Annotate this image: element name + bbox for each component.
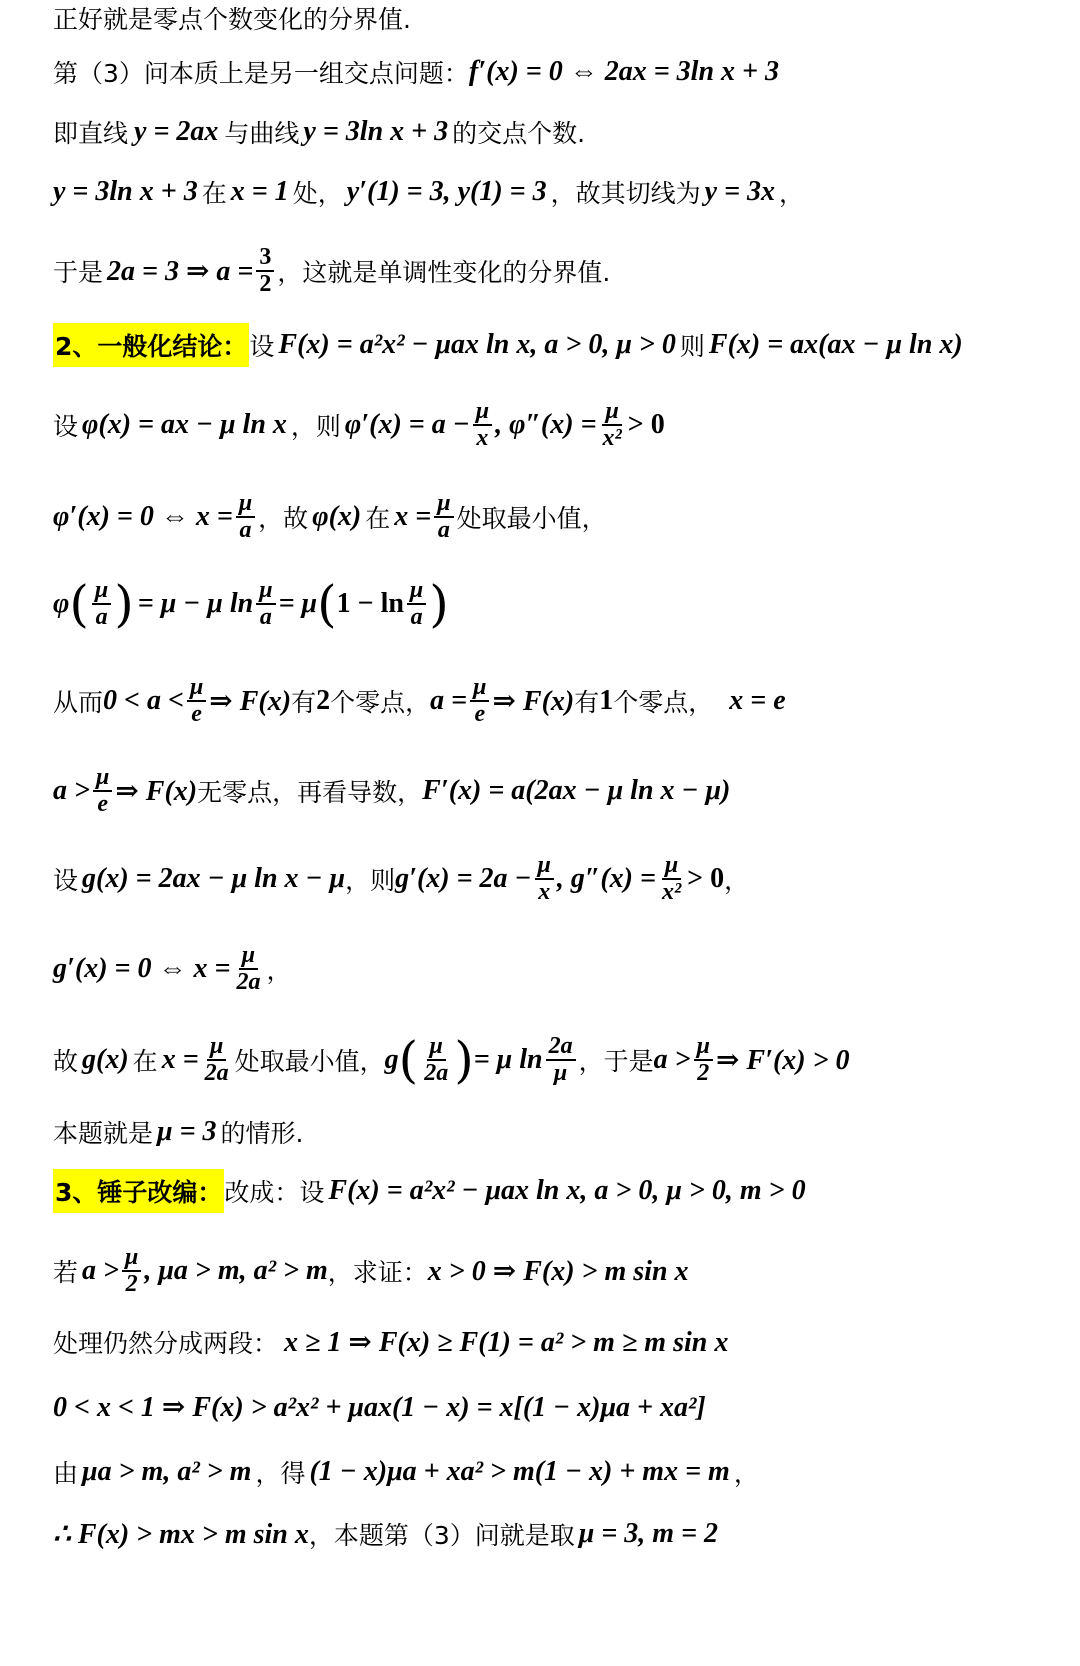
fraction-denominator: 2 — [697, 1060, 710, 1086]
math-expression: = μ ln — [473, 1044, 543, 1075]
fraction-denominator: a — [437, 517, 450, 543]
fraction — [473, 399, 492, 451]
text-segment: 在 — [365, 504, 391, 533]
math-expression: μ = 3 — [157, 1116, 217, 1147]
math-expression: x ≥ 1 ⇒ F(x) ≥ F(1) = a² > m ≥ m sin x — [284, 1327, 729, 1358]
fraction-denominator: x² — [602, 425, 622, 451]
text-segment: 若 — [53, 1258, 79, 1287]
fraction — [202, 1034, 232, 1086]
fraction-numerator: μ — [662, 853, 681, 880]
math-expression: 2a = 3 ⇒ a = — [107, 256, 254, 287]
math-expression: y = 3ln x + 3 — [53, 176, 198, 207]
text-segment: 无零点，再看导数， — [197, 778, 423, 807]
fraction — [470, 675, 489, 727]
math-expression: ⇒ F(x) — [492, 686, 575, 717]
text-segment: 则 — [679, 332, 705, 361]
math-expression: (1 − x)μa + xa² > m(1 − x) + mx = m — [309, 1456, 730, 1487]
fraction-numerator: μ — [236, 491, 255, 518]
fraction — [546, 1034, 576, 1086]
fraction — [535, 853, 554, 905]
math-expression: μ = 3, m = 2 — [578, 1518, 719, 1549]
text-segment: ， — [733, 1459, 759, 1488]
text-segment: ， — [779, 179, 805, 208]
left-paren: ( — [317, 575, 337, 633]
fraction-denominator: e — [97, 791, 108, 817]
fraction-numerator: μ — [207, 1034, 226, 1061]
math-expression: F(x) = a²x² − μax ln x, a > 0, μ > 0 — [278, 329, 676, 360]
math-expression: ∴ F(x) > mx > m sin x — [53, 1519, 309, 1550]
fraction — [600, 399, 625, 451]
fraction-denominator: μ — [553, 1060, 568, 1086]
math-expression: F′(x) = a(2ax − μ ln x − μ) — [422, 775, 731, 806]
fraction-numerator: μ — [427, 1034, 446, 1061]
text-segment: 在 — [201, 179, 227, 208]
math-expression: g′(x) = 2a − — [395, 863, 532, 894]
fraction — [256, 578, 275, 630]
fraction — [256, 245, 274, 297]
text-segment: 从而 — [53, 688, 104, 717]
math-expression: F(x) = a²x² − μax ln x, a > 0, μ > 0, m > 0 — [328, 1175, 806, 1206]
fraction-numerator: μ — [239, 943, 258, 970]
math-expression: x = — [161, 1044, 199, 1075]
math-expression: y = 2ax — [134, 116, 219, 147]
fraction-numerator: μ — [93, 765, 112, 792]
text-segment: 个零点， — [613, 688, 714, 717]
math-expression: x = — [394, 501, 432, 532]
text-segment: 处， — [292, 179, 343, 208]
fraction-denominator: x² — [661, 879, 682, 905]
text-segment: 处取最小值， — [234, 1047, 385, 1076]
text-segment: ，故 — [258, 504, 309, 533]
math-expression: a > — [82, 1255, 119, 1286]
text-line-2 — [53, 52, 1050, 92]
math-expression: x = e — [729, 685, 786, 716]
text-line-11 — [53, 758, 1050, 824]
text-segment: 个零点， — [330, 688, 431, 717]
text-line-20 — [53, 1450, 1050, 1494]
text-line-1 — [53, 0, 1050, 36]
math-expression: μa > m, a² > m — [82, 1456, 252, 1487]
fraction — [187, 675, 206, 727]
math-expression: ⇒ F(x) — [115, 776, 198, 807]
math-expression: g′(x) = 0 ⇔ x = — [53, 953, 231, 984]
math-expression: g(x) — [82, 1044, 129, 1075]
fraction-numerator: 3 — [256, 245, 274, 272]
text-segment: 第（3）问本质上是另一组交点问题： — [53, 59, 469, 88]
text-segment: 正好就是零点个数变化的分界值. — [53, 5, 411, 34]
fraction-denominator: e — [474, 701, 486, 727]
fraction — [694, 1034, 713, 1086]
math-expression: > 0 — [627, 409, 665, 440]
math-expression: 1 − ln — [336, 588, 404, 619]
text-segment: ，求证： — [327, 1258, 428, 1287]
text-line-7 — [53, 392, 1050, 458]
math-expression: , μa > m, a² > m — [144, 1255, 328, 1286]
fraction — [122, 1245, 141, 1297]
text-segment: 即直线 — [53, 119, 129, 148]
fraction-denominator: a — [239, 517, 252, 543]
math-expression: , φ″(x) = — [495, 409, 597, 440]
fraction — [659, 853, 684, 905]
fraction-denominator: x — [476, 425, 489, 451]
right-paren: ) — [429, 575, 449, 633]
math-expression: g(x) = 2ax − μ ln x − μ — [82, 863, 346, 894]
text-segment: 于是 — [53, 258, 104, 287]
text-segment: 改成：设 — [224, 1178, 325, 1207]
text-line-4 — [53, 170, 1050, 214]
text-segment: 设 — [53, 866, 79, 895]
text-segment: 的情形. — [220, 1119, 304, 1148]
math-expression: 0 < a < — [103, 685, 184, 716]
fraction-numerator: μ — [602, 399, 621, 426]
text-segment: 设 — [249, 332, 275, 361]
left-paren: ( — [398, 1031, 419, 1089]
text-line-13 — [53, 936, 1050, 1002]
fraction — [93, 765, 112, 817]
fraction — [421, 1034, 451, 1086]
fraction-numerator: μ — [535, 853, 554, 880]
fraction — [236, 491, 255, 543]
fraction-denominator: 2 — [259, 271, 272, 297]
text-segment: 由 — [53, 1459, 79, 1488]
right-paren: ) — [454, 1031, 474, 1089]
fraction-denominator: 2 — [125, 1271, 138, 1297]
text-line-5 — [53, 238, 1050, 304]
text-segment: ，则 — [345, 866, 396, 895]
fraction-denominator: a — [410, 604, 423, 630]
math-expression: a > — [53, 775, 90, 806]
fraction-numerator: μ — [694, 1034, 713, 1061]
section-heading-hammer-adaptation: 3、锤子改编： — [53, 1169, 224, 1213]
text-segment: 有 — [574, 688, 600, 717]
text-segment: 本题就是 — [53, 1119, 154, 1148]
text-line-10 — [53, 668, 1050, 734]
fraction — [407, 578, 426, 630]
fraction-denominator: 2a — [204, 1060, 229, 1086]
fraction — [434, 491, 453, 543]
text-segment: 的交点个数. — [452, 119, 586, 148]
text-line-6 — [53, 322, 1050, 368]
text-segment: ， — [266, 956, 292, 985]
text-line-21 — [53, 1512, 1050, 1556]
fraction-numerator: μ — [470, 675, 489, 702]
math-expression: φ(x) — [312, 501, 362, 532]
text-line-3 — [53, 112, 1050, 152]
fraction-numerator: μ — [473, 399, 492, 426]
fraction-denominator: 2a — [236, 969, 261, 995]
math-expression: x = 1 — [230, 176, 289, 207]
fraction-numerator: μ — [122, 1245, 141, 1272]
math-expression: g — [384, 1044, 399, 1075]
text-segment: 在 — [132, 1047, 158, 1076]
fraction-denominator: a — [95, 604, 108, 630]
math-expression: y = 3x — [704, 176, 776, 207]
text-segment: ，则 — [290, 412, 341, 441]
math-expression: 2 — [316, 685, 331, 716]
left-paren: ( — [69, 575, 89, 633]
text-segment: ， — [724, 866, 750, 895]
text-line-18 — [53, 1320, 1050, 1364]
fraction-numerator: μ — [187, 675, 206, 702]
fraction-denominator: 2a — [424, 1060, 449, 1086]
text-line-14 — [53, 1024, 1050, 1096]
text-line-12 — [53, 846, 1050, 912]
text-segment: ，本题第（3）问就是取 — [308, 1521, 575, 1550]
fraction-denominator: e — [191, 701, 202, 727]
math-expression: a > — [653, 1044, 691, 1075]
text-segment: 设 — [53, 412, 79, 441]
text-segment: 故 — [53, 1047, 79, 1076]
math-expression: > 0 — [687, 863, 725, 894]
fraction — [233, 943, 263, 995]
text-line-17 — [53, 1238, 1050, 1304]
section-heading-general-conclusion: 2、一般化结论： — [53, 323, 249, 367]
text-segment: ，于是 — [578, 1047, 654, 1076]
text-line-16 — [53, 1168, 1050, 1214]
fraction-denominator: x — [538, 879, 551, 905]
math-expression: a = — [430, 685, 468, 716]
text-segment: 有 — [291, 688, 317, 717]
math-expression: 0 < x < 1 ⇒ F(x) > a²x² + μax(1 − x) = x[(1 − x)μa + xa²] — [53, 1392, 706, 1423]
math-expression: 1 — [599, 685, 614, 716]
math-expression: F(x) = ax(ax − μ ln x) — [708, 329, 963, 360]
text-segment: ，得 — [255, 1459, 306, 1488]
math-expression: f′(x) = 0 ⇔ 2ax = 3ln x + 3 — [468, 56, 779, 87]
math-expression: = μ — [278, 588, 318, 619]
fraction-denominator: a — [259, 604, 272, 630]
text-segment: 与曲线 — [224, 119, 300, 148]
math-expression: φ′(x) = a − — [344, 409, 470, 440]
text-segment: ，这就是单调性变化的分界值. — [277, 258, 611, 287]
fraction-numerator: 2a — [546, 1034, 576, 1061]
math-expression: , g″(x) = — [556, 863, 656, 894]
text-segment: 处理仍然分成两段： — [53, 1329, 279, 1358]
fraction-numerator: μ — [92, 578, 111, 605]
fraction — [92, 578, 111, 630]
math-expression: φ(x) = ax − μ ln x — [82, 409, 287, 440]
math-expression: φ — [53, 588, 70, 619]
text-segment: 处取最小值， — [456, 504, 607, 533]
math-expression: ⇒ F′(x) > 0 — [715, 1045, 850, 1076]
fraction-numerator: μ — [256, 578, 275, 605]
text-line-8 — [53, 484, 1050, 550]
text-segment: ，故其切线为 — [550, 179, 701, 208]
math-expression: ⇒ F(x) — [209, 686, 292, 717]
text-line-15 — [53, 1112, 1050, 1152]
fraction-numerator: μ — [407, 578, 426, 605]
math-expression: y = 3ln x + 3 — [303, 116, 449, 147]
text-line-9 — [53, 568, 1050, 640]
text-line-19 — [53, 1384, 1050, 1430]
math-expression: φ′(x) = 0 ⇔ x = — [53, 501, 233, 532]
fraction-numerator: μ — [434, 491, 453, 518]
math-expression: = μ − μ ln — [137, 588, 254, 619]
right-paren: ) — [114, 575, 134, 633]
math-expression: x > 0 ⇒ F(x) > m sin x — [427, 1256, 689, 1287]
math-expression: y′(1) = 3, y(1) = 3 — [346, 176, 547, 207]
